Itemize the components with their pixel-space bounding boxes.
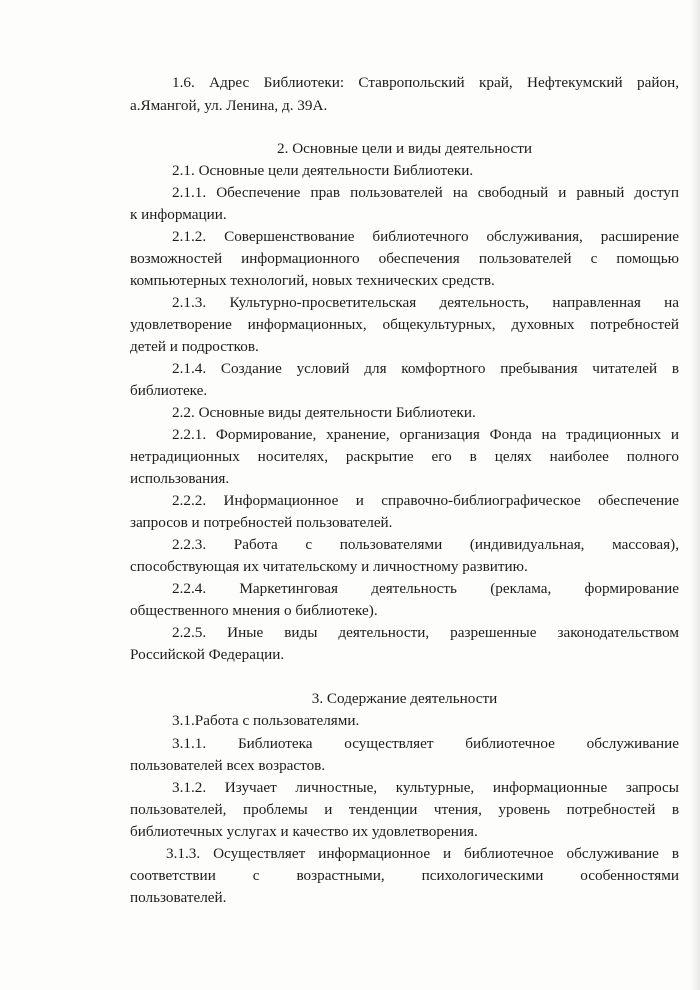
paragraph-2-1-4-line-1: 2.1.4. Создание условий для комфортного пребывания читателей в: [172, 360, 679, 377]
paragraph-2-2-3-line-1: 2.2.3. Работа с пользователями (индивидуальная, массовая),: [172, 536, 679, 553]
paragraph-3-1-2-line-1: 3.1.2. Изучает личностные, культурные, информационные запросы: [172, 779, 679, 796]
paragraph-2-2-1-line-3: использования.: [130, 470, 230, 487]
paragraph-2-1-2-line-3: компьютерных технологий, новых технических средств.: [130, 272, 495, 289]
paragraph-2-1-2-line-2: возможностей информационного обеспечения пользователей с помощью: [130, 250, 679, 267]
paragraph-2-1-1-line-1: 2.1.1. Обеспечение прав пользователей на свободный и равный доступ: [172, 184, 679, 201]
paragraph-2-1-3-line-2: удовлетворение информационных, общекультурных, духовных потребностей: [130, 316, 679, 333]
section-3-heading: 3. Содержание деятельности: [311, 690, 498, 707]
paragraph-2-2-1-line-1: 2.2.1. Формирование, хранение, организация Фонда на традиционных и: [172, 426, 679, 443]
paragraph-3-1-2-line-3: библиотечных услугах и качество их удовлетворения.: [130, 823, 478, 840]
paragraph-2-2-2-line-2: запросов и потребностей пользователей.: [130, 514, 393, 531]
paragraph-2-2: 2.2. Основные виды деятельности Библиотеки.: [172, 404, 476, 421]
paragraph-2-2-1-line-2: нетрадиционных носителях, раскрытие его в целях наиболее полного: [130, 448, 679, 465]
paragraph-3-1-1-line-1: 3.1.1. Библиотека осуществляет библиотечное обслуживание: [172, 735, 679, 752]
paragraph-2-2-5-line-1: 2.2.5. Иные виды деятельности, разрешенные законодательством: [172, 624, 679, 641]
paragraph-2-2-5-line-2: Российской Федерации.: [130, 646, 285, 663]
paragraph-3-1: 3.1.Работа с пользователями.: [172, 712, 360, 729]
paragraph-2-1-3-line-1: 2.1.3. Культурно-просветительская деятельность, направленная на: [172, 294, 679, 311]
paragraph-1-6-line-1: 1.6. Адрес Библиотеки: Ставропольский край, Нефтекумский район,: [172, 74, 679, 91]
paragraph-2-2-4-line-1: 2.2.4. Маркетинговая деятельность (реклама, формирование: [172, 580, 679, 597]
paragraph-1-6-line-2: а.Ямангой, ул. Ленина, д. 39А.: [130, 97, 328, 114]
paragraph-3-1-3-line-3: пользователей.: [130, 889, 227, 906]
paragraph-2-1-4-line-2: библиотеке.: [130, 382, 208, 399]
paragraph-2-1: 2.1. Основные цели деятельности Библиотеки.: [172, 162, 474, 179]
paragraph-2-1-3-line-3: детей и подростков.: [130, 338, 259, 355]
scan-edge-shadow: [690, 0, 700, 990]
paragraph-2-1-2-line-1: 2.1.2. Совершенствование библиотечного обслуживания, расширение: [172, 228, 679, 245]
paragraph-3-1-3-line-2: соответствии с возрастными, психологическими особенностями: [130, 867, 679, 884]
section-2-heading: 2. Основные цели и виды деятельности: [277, 140, 532, 157]
paragraph-3-1-3-line-1: 3.1.3. Осуществляет информационное и библиотечное обслуживание в: [166, 845, 679, 862]
paragraph-2-2-2-line-1: 2.2.2. Информационное и справочно-библиографическое обеспечение: [172, 492, 679, 509]
paragraph-3-1-2-line-2: пользователей, проблемы и тенденции чтения, уровень потребностей в: [130, 801, 679, 818]
paragraph-2-2-4-line-2: общественного мнения о библиотеке).: [130, 602, 378, 619]
paragraph-2-1-1-line-2: к информации.: [130, 206, 227, 223]
paragraph-2-2-3-line-2: способствующая их читательскому и личностному развитию.: [130, 558, 528, 575]
paragraph-3-1-1-line-2: пользователей всех возрастов.: [130, 757, 326, 774]
